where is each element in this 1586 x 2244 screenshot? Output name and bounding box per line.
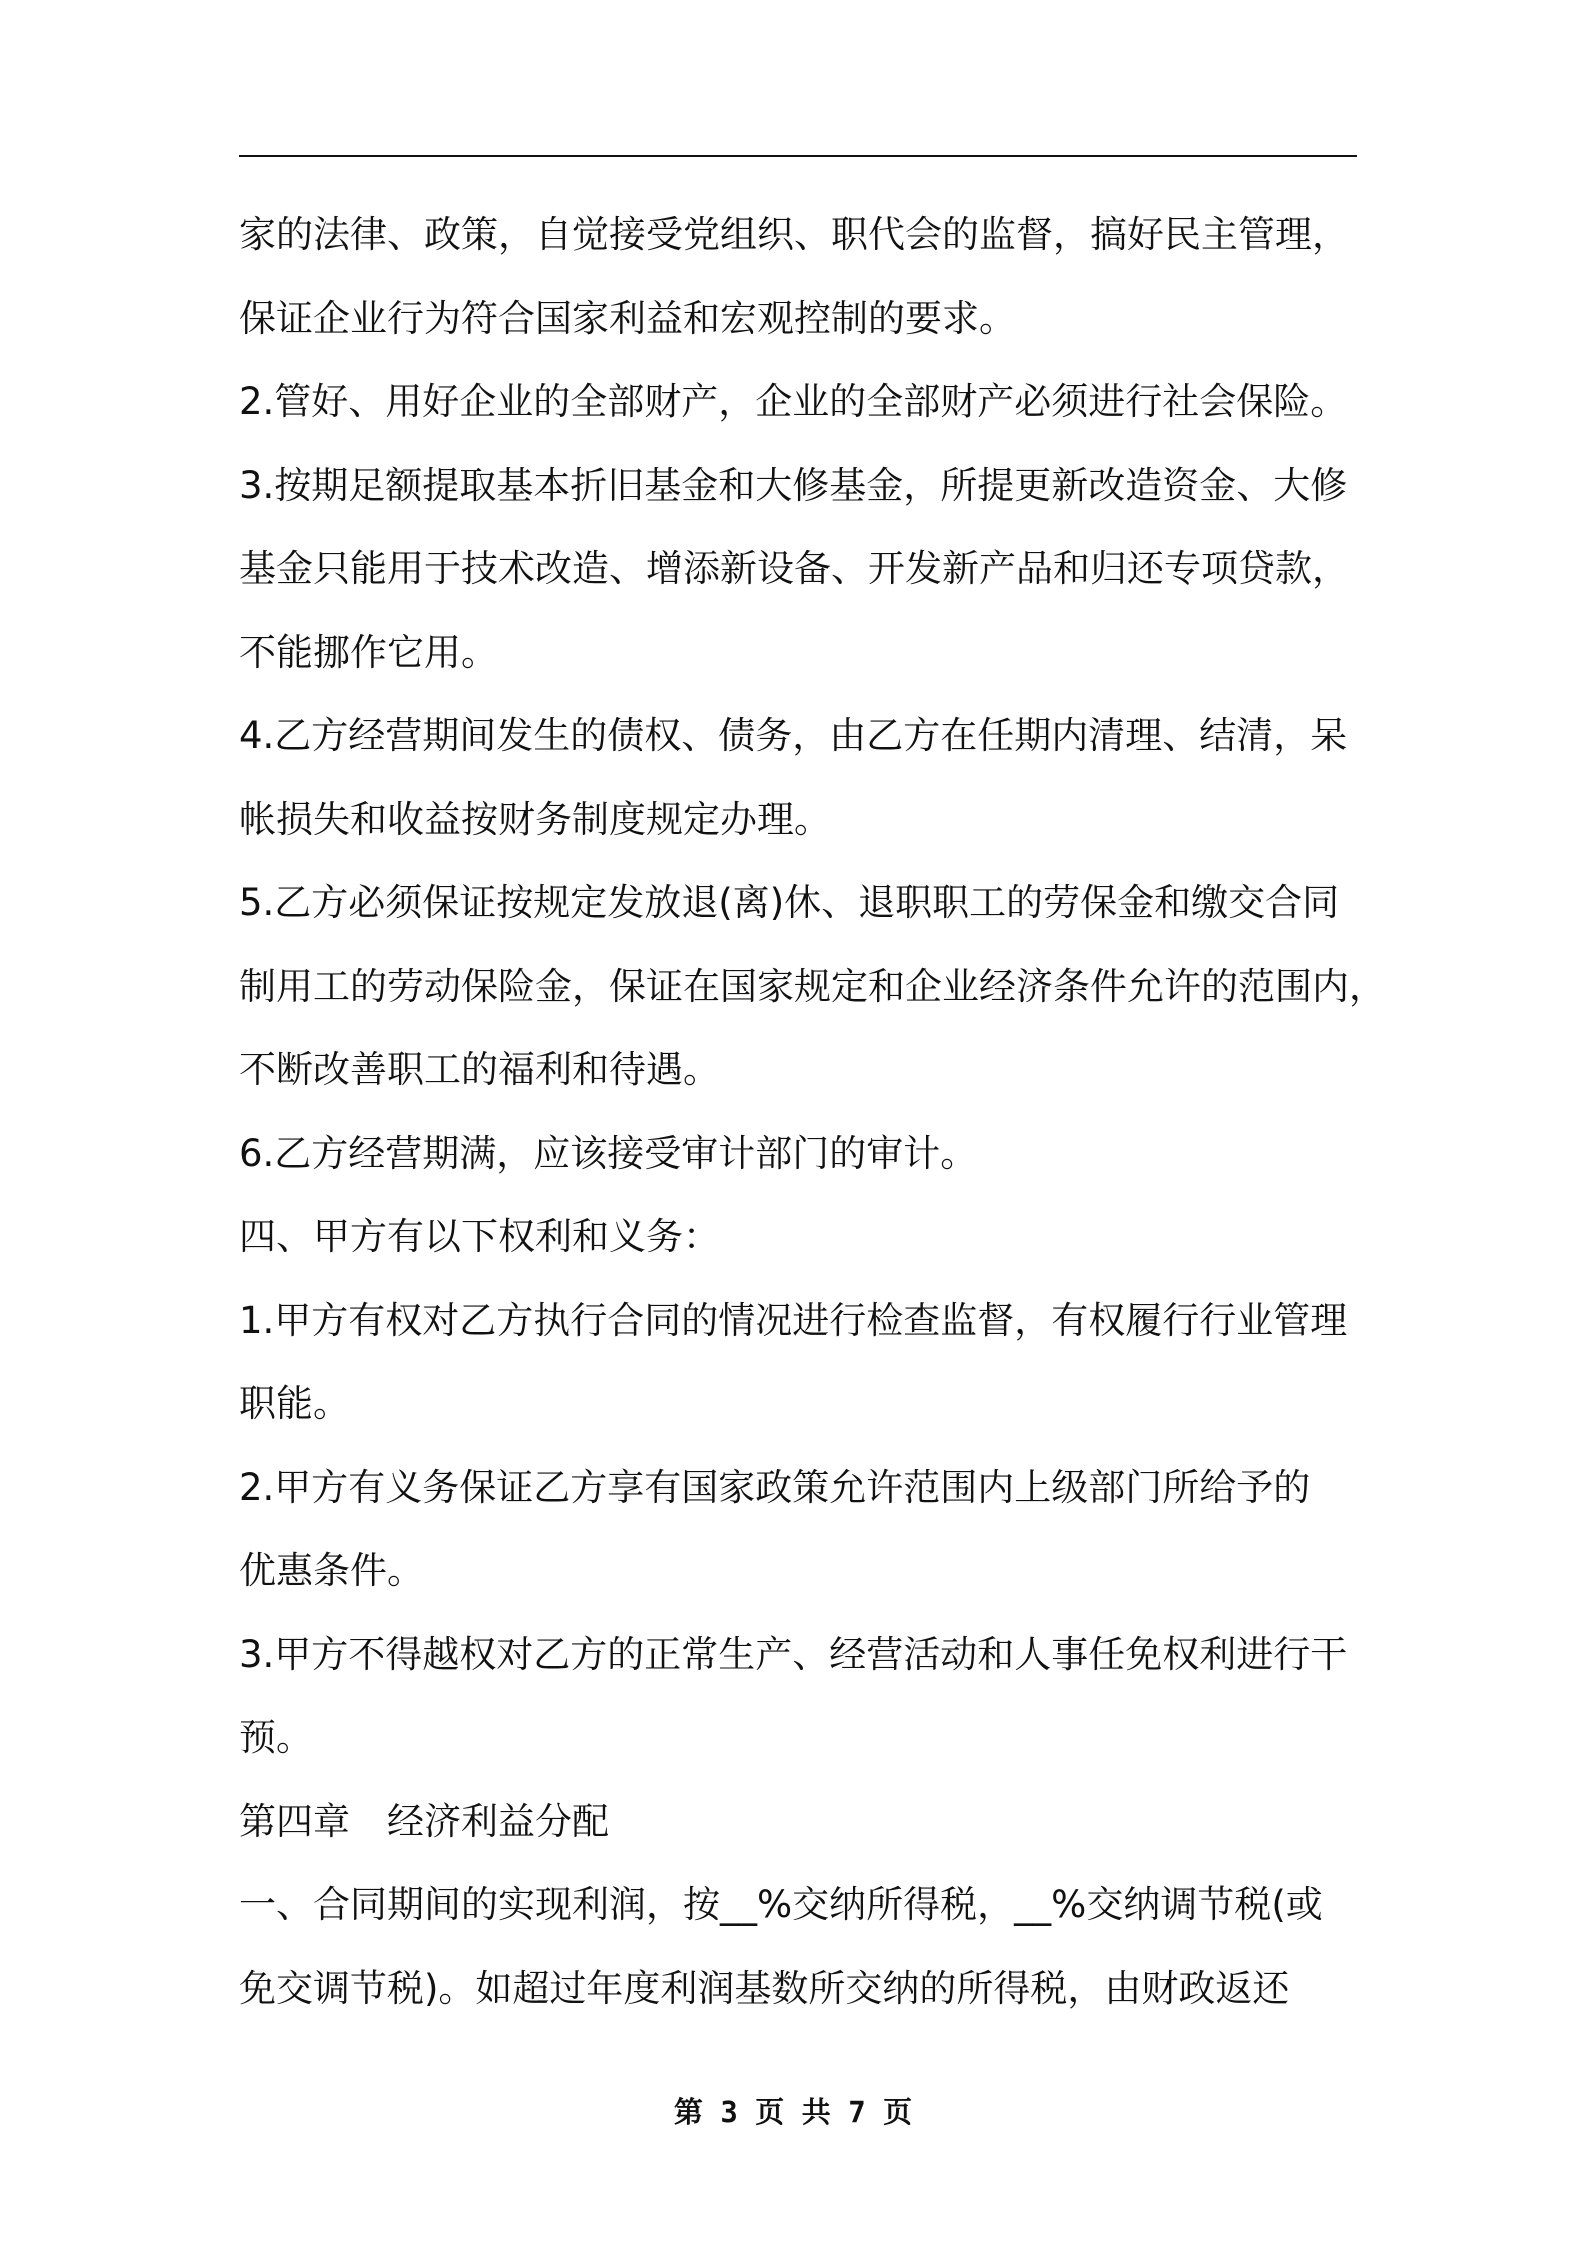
page-number: 第 3 页 共 7 页 — [673, 2095, 913, 2129]
text-line: 6.乙方经营期满，应该接受审计部门的审计。 — [239, 1131, 978, 1175]
text-line: 家的法律、政策，自觉接受党组织、职代会的监督，搞好民主管理， — [239, 213, 1349, 256]
text-line: 不断改善职工的福利和待遇。 — [239, 1048, 720, 1091]
text-line: 优惠条件。 — [239, 1549, 424, 1592]
text-line: 2.甲方有义务保证乙方享有国家政策允许范围内上级部门所给予的 — [239, 1465, 1311, 1509]
text-line: 不能挪作它用。 — [239, 630, 498, 674]
chapter-heading: 第四章 经济利益分配 — [239, 1799, 609, 1843]
text-line: 保证企业行为符合国家利益和宏观控制的要求。 — [239, 296, 1016, 340]
section-heading: 四、甲方有以下权利和义务： — [239, 1215, 720, 1258]
text-line: 免交调节税)。如超过年度利润基数所交纳的所得税，由财政返还 — [239, 1966, 1290, 2010]
text-line: 1.甲方有权对乙方执行合同的情况进行检查监督，有权履行行业管理 — [239, 1298, 1348, 1342]
text-line: 基金只能用于技术改造、增添新设备、开发新产品和归还专项贷款， — [239, 547, 1349, 590]
text-line: 预。 — [239, 1716, 313, 1759]
text-line: 制用工的劳动保险金，保证在国家规定和企业经济条件允许的范围内， — [239, 964, 1386, 1008]
text-line: 3.按期足额提取基本折旧基金和大修基金，所提更新改造资金、大修 — [239, 463, 1348, 507]
text-line: 一、合同期间的实现利润，按__%交纳所得税，__%交纳调节税(或 — [239, 1883, 1323, 1926]
text-line: 3.甲方不得越权对乙方的正常生产、经营活动和人事任免权利进行干 — [239, 1632, 1348, 1676]
text-line: 5.乙方必须保证按规定发放退(离)休、退职职工的劳保金和缴交合同 — [239, 881, 1340, 924]
header-divider — [239, 155, 1357, 157]
document-body — [239, 193, 1386, 2030]
text-line: 帐损失和收益按财务制度规定办理。 — [239, 797, 831, 841]
text-line: 职能。 — [239, 1382, 350, 1425]
text-line: 2.管好、用好企业的全部财产，企业的全部财产必须进行社会保险。 — [239, 380, 1348, 423]
text-line: 4.乙方经营期间发生的债权、债务，由乙方在任期内清理、结清，呆 — [239, 714, 1348, 757]
